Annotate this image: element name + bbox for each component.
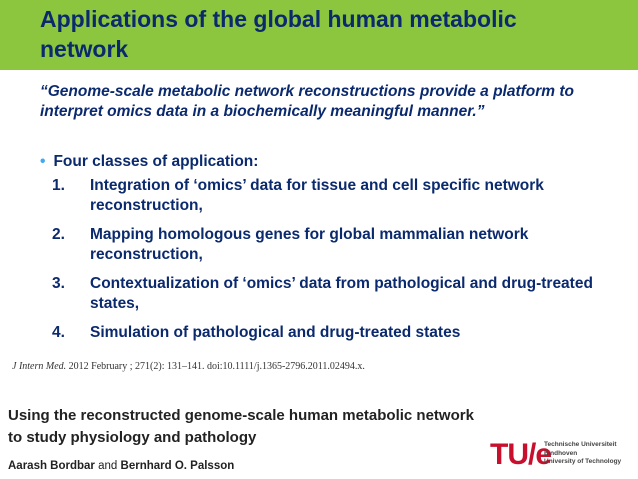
logo-line: Technische Universiteit (544, 441, 617, 448)
bullet-item (40, 152, 600, 172)
list-text: Integration of ‘omics’ data for tissue and cell specific network reconstruction, (90, 177, 544, 214)
author-separator: and (98, 460, 118, 472)
logo-line: Eindhoven (544, 449, 578, 457)
logo-caption (544, 441, 621, 467)
list-text: Contextualization of ‘omics’ data from pathological and drug-treated states, (90, 275, 593, 312)
bullet-text: Four classes of application: (53, 153, 259, 170)
list-number: 4. (52, 324, 65, 341)
list-number: 1. (52, 177, 65, 194)
list-text: Simulation of pathological and drug-treated states (90, 324, 461, 341)
applications-list (52, 176, 612, 352)
logo-mark: TU/e (490, 438, 552, 471)
citation-journal: J Intern Med. (12, 361, 67, 372)
list-number: 3. (52, 275, 65, 292)
citation-details: 2012 February ; 271(2): 131–141. doi:10.1111/j.1365-2796.2011.02494.x. (68, 361, 365, 372)
tue-logo (490, 438, 630, 472)
list-item (52, 323, 612, 343)
list-item (52, 176, 612, 216)
paper-title: Using the reconstructed genome-scale human metabolic network to study physiology and pathology (8, 407, 474, 446)
slide-title: Applications of the global human metabolic network (40, 6, 517, 62)
paper-authors (8, 460, 408, 472)
citation (12, 361, 572, 372)
list-number: 2. (52, 226, 65, 243)
list-item (52, 274, 612, 314)
quote-text: “Genome-scale metabolic network reconstructions provide a platform to interpret omics data in a biochemically meaningful manner.” (40, 83, 575, 120)
list-text: Mapping homologous genes for global mammalian network reconstruction, (90, 226, 529, 263)
author-name: Bernhard O. Palsson (120, 460, 235, 472)
logo-line: University of Technology (544, 458, 622, 465)
bullet-icon: • (40, 153, 46, 170)
list-item (52, 225, 612, 265)
author-name: Aarash Bordbar (8, 460, 95, 472)
